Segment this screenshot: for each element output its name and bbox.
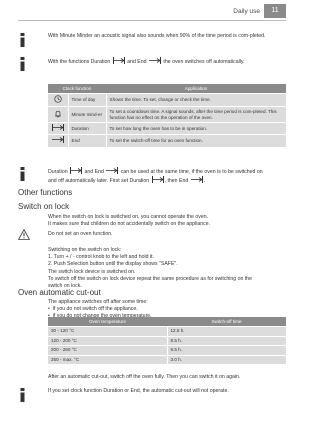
table-row	[48, 123, 286, 135]
table-row	[48, 327, 286, 337]
note-text-part: can be used at the same time, if the oven is to be switched on	[120, 169, 263, 175]
paragraph: Switching on the switch on lock:	[48, 247, 122, 253]
table-row	[48, 107, 286, 123]
table-row	[48, 94, 286, 107]
warning-icon	[18, 229, 30, 240]
end-icon	[106, 167, 118, 174]
temperature-cell: 250 - max. °C	[48, 355, 167, 364]
paragraph: To switch off the switch on lock device repeat the same procedure as for switching on the	[48, 275, 253, 282]
info-note-auto-off	[18, 57, 286, 71]
note-text-part: and End	[84, 169, 104, 175]
switch-off-time-cell: 5.5 h.	[167, 346, 286, 356]
row-icon-cell	[48, 94, 68, 107]
switch-off-time-cell: 12.5 h.	[167, 327, 286, 337]
duration-icon	[152, 176, 164, 183]
info-note-text	[48, 167, 286, 185]
duration-icon	[113, 57, 125, 64]
paragraph: switch on lock.	[48, 283, 82, 290]
clock-functions-table	[48, 84, 286, 147]
note-text-part: .	[203, 178, 206, 185]
header-title: Daily use	[233, 8, 260, 15]
section-heading-switch-on-lock: Switch on lock	[18, 202, 70, 211]
info-note-text: With Minute Minder an acoustic signal also sounds when 90% of the time period is com-pleted.	[48, 33, 266, 39]
automatic-cutout-after: After an automatic cut-out, switch off the oven fully. Then you can switch it on again.	[48, 374, 241, 380]
info-note-cutout	[18, 388, 286, 402]
column-header: Application	[106, 84, 286, 94]
note-text-part: , then End	[164, 178, 189, 185]
switch-on-lock-intro	[48, 214, 286, 228]
table-header-row	[48, 317, 286, 327]
table-header-row	[48, 84, 286, 94]
row-icon-cell	[48, 107, 68, 123]
switch-off-time-cell: 3.0 h.	[167, 355, 286, 364]
info-icon	[18, 57, 27, 71]
info-icon	[18, 33, 27, 47]
end-icon	[149, 57, 161, 64]
bullet-text: if you do not switch off the appliance.	[52, 306, 138, 313]
bell-icon	[54, 110, 62, 118]
info-note-text: If you set clock function Duration or End, the automatic cut-out will not operate.	[48, 388, 229, 394]
row-name: Time of day	[68, 94, 106, 107]
info-note-text	[48, 57, 286, 66]
temperature-cell: 200 - 250 °C	[48, 346, 167, 356]
section-heading-automatic-cutout: Oven automatic cut-out	[18, 288, 101, 297]
row-name: Minute mind-er	[68, 107, 106, 123]
row-name: End	[68, 135, 106, 147]
clock-icon	[54, 95, 62, 103]
paragraph: The switch lock device is switched on.	[48, 268, 136, 275]
note-text-part: With the functions Duration	[48, 59, 111, 65]
note-text-part: and off automatically later. First set Duration	[48, 178, 150, 185]
duration-icon	[70, 167, 82, 174]
note-text-part: Duration	[48, 169, 68, 175]
step-item: 1. Turn + / - control knob to the left and hold it.	[48, 254, 154, 261]
row-description: To set a countdown time. A signal sounds, after the time period is com-pleted. This function has no effect on the operation of the oven.	[106, 107, 286, 123]
section-heading-other-functions: Other functions	[18, 188, 73, 197]
temperature-cell: 30 - 120 °C	[48, 327, 167, 337]
end-icon	[52, 136, 64, 143]
note-text-part: the oven switches off automatically.	[163, 59, 245, 65]
header-divider	[18, 20, 286, 21]
column-header: Clock function	[48, 84, 106, 94]
temperature-cell: 120 - 200 °C	[48, 336, 167, 346]
switch-off-time-cell: 8.5 h.	[167, 336, 286, 346]
table-row	[48, 346, 286, 356]
table-row	[48, 355, 286, 364]
paragraph: It makes sure that children do not accidentally switch on the appliance.	[48, 221, 211, 228]
row-icon-cell	[48, 135, 68, 147]
paragraph: When the switch on lock is switched on, you cannot operate the oven.	[48, 214, 209, 220]
column-header: Switch-off time	[167, 317, 286, 327]
warning-text: Do not set an oven function.	[48, 231, 113, 237]
row-name: Duration	[68, 123, 106, 135]
paragraph: The appliance switches off after some time:	[48, 299, 148, 305]
info-note-minute-minder	[18, 33, 286, 49]
row-icon-cell	[48, 123, 68, 135]
end-icon	[191, 176, 206, 185]
note-text-part: and End	[127, 59, 147, 65]
bullet-item: • if you do not switch off the appliance.	[48, 306, 138, 313]
page-number: 11	[264, 4, 286, 18]
step-item: 2. Push Selection button until the display shows "SAFE".	[48, 261, 178, 268]
info-icon	[18, 167, 27, 181]
row-description: To set how long the oven has to be in operation.	[106, 123, 286, 135]
table-row	[48, 336, 286, 346]
column-header: Oven temperature	[48, 317, 167, 327]
row-description: To set the switch-off time for an oven function.	[106, 135, 286, 147]
table-row	[48, 135, 286, 147]
duration-icon	[52, 124, 64, 131]
row-description: Shows the time. To set, change or check the time.	[106, 94, 286, 107]
info-note-combined	[18, 167, 286, 183]
auto-cutout-table	[48, 317, 286, 364]
switch-on-lock-steps	[48, 247, 286, 290]
page-header	[0, 0, 300, 22]
info-icon	[18, 388, 27, 402]
